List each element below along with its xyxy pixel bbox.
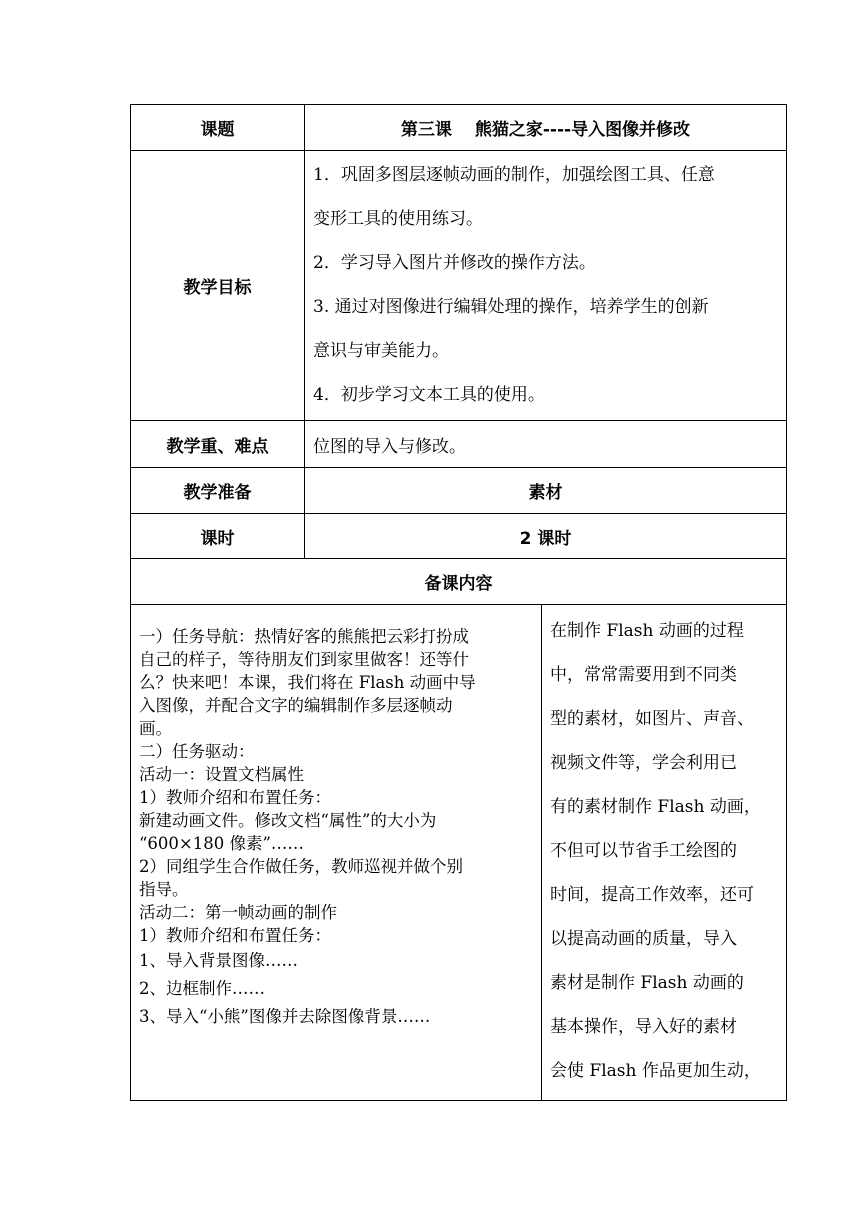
note-line: 时间，提高工作效率，还可 <box>550 885 754 905</box>
objective-line: 2．学习导入图片并修改的操作方法。 <box>313 253 596 273</box>
keypoints-value-cell <box>304 420 787 468</box>
keypoints-value: 位图的导入与修改。 <box>313 436 466 457</box>
content-header-cell <box>130 558 787 605</box>
note-line: 会使 Flash 作品更加生动， <box>550 1061 761 1081</box>
content-line: 2、边框制作…… <box>139 979 265 998</box>
title-label: 课题 <box>200 120 235 140</box>
keypoints-label: 教学重、难点 <box>166 436 269 457</box>
hours-label-cell <box>130 513 305 559</box>
content-line: 活动一：设置文档属性 <box>139 765 304 784</box>
content-line: 画。 <box>139 719 172 738</box>
objective-line: 4．初步学习文本工具的使用。 <box>313 385 545 405</box>
note-line: 基本操作，导入好的素材 <box>550 1017 737 1037</box>
content-left-cell <box>130 604 542 1101</box>
objectives-cell <box>304 150 787 421</box>
preparation-label: 教学准备 <box>183 483 252 503</box>
hours-value: 2 课时 <box>519 528 572 549</box>
content-line: 1、导入背景图像…… <box>139 951 298 970</box>
preparation-value-cell <box>304 467 787 514</box>
note-line: 有的素材制作 Flash 动画， <box>550 797 761 817</box>
note-line: 型的素材，如图片、声音、 <box>550 709 754 729</box>
content-line: “600×180 像素”…… <box>139 834 304 853</box>
note-line: 中，常常需要用到不同类 <box>550 665 737 685</box>
objective-line: 1．巩固多图层逐帧动画的制作，加强绘图工具、任意 <box>313 165 715 185</box>
content-line: 么？快来吧！本课，我们将在 Flash 动画中导 <box>139 673 476 692</box>
objectives-label: 教学目标 <box>183 278 252 298</box>
note-line: 以提高动画的质量，导入 <box>550 929 737 949</box>
content-header: 备课内容 <box>424 574 493 594</box>
content-line: 二）任务驱动： <box>139 742 255 761</box>
objective-line: 意识与审美能力。 <box>313 341 449 361</box>
content-line: 1）教师介绍和布置任务： <box>139 788 331 807</box>
content-line: 新建动画文件。修改文档“属性”的大小为 <box>139 811 437 830</box>
note-line: 不但可以节省手工绘图的 <box>550 841 737 861</box>
title-value-cell <box>304 104 787 151</box>
note-line: 素材是制作 Flash 动画的 <box>550 973 744 993</box>
content-right-cell <box>541 604 787 1101</box>
content-line: 活动二：第一帧动画的制作 <box>139 903 337 922</box>
keypoints-label-cell <box>130 420 305 468</box>
content-line: 指导。 <box>139 880 189 899</box>
content-line: 1）教师介绍和布置任务： <box>139 926 331 945</box>
objective-line: 3. 通过对图像进行编辑处理的操作，培养学生的创新 <box>313 297 709 317</box>
content-line: 2）同组学生合作做任务，教师巡视并做个别 <box>139 857 463 876</box>
objective-line: 变形工具的使用练习。 <box>313 209 483 229</box>
content-line: 一）任务导航：热情好客的熊熊把云彩打扮成 <box>139 627 469 646</box>
content-line: 自己的样子，等待朋友们到家里做客！还等什 <box>139 650 469 669</box>
objectives-label-cell <box>130 150 305 421</box>
lesson-title: 第三课 熊猫之家----导入图像并修改 <box>400 120 691 140</box>
title-label-cell <box>130 104 305 151</box>
preparation-value: 素材 <box>528 483 563 503</box>
note-line: 视频文件等，学会利用已 <box>550 753 737 773</box>
hours-value-cell <box>304 513 787 559</box>
hours-label: 课时 <box>200 528 235 549</box>
note-line: 在制作 Flash 动画的过程 <box>550 621 744 641</box>
preparation-label-cell <box>130 467 305 514</box>
content-line: 入图像，并配合文字的编辑制作多层逐帧动 <box>139 696 453 715</box>
content-line: 3、导入“小熊”图像并去除图像背景…… <box>139 1007 431 1026</box>
